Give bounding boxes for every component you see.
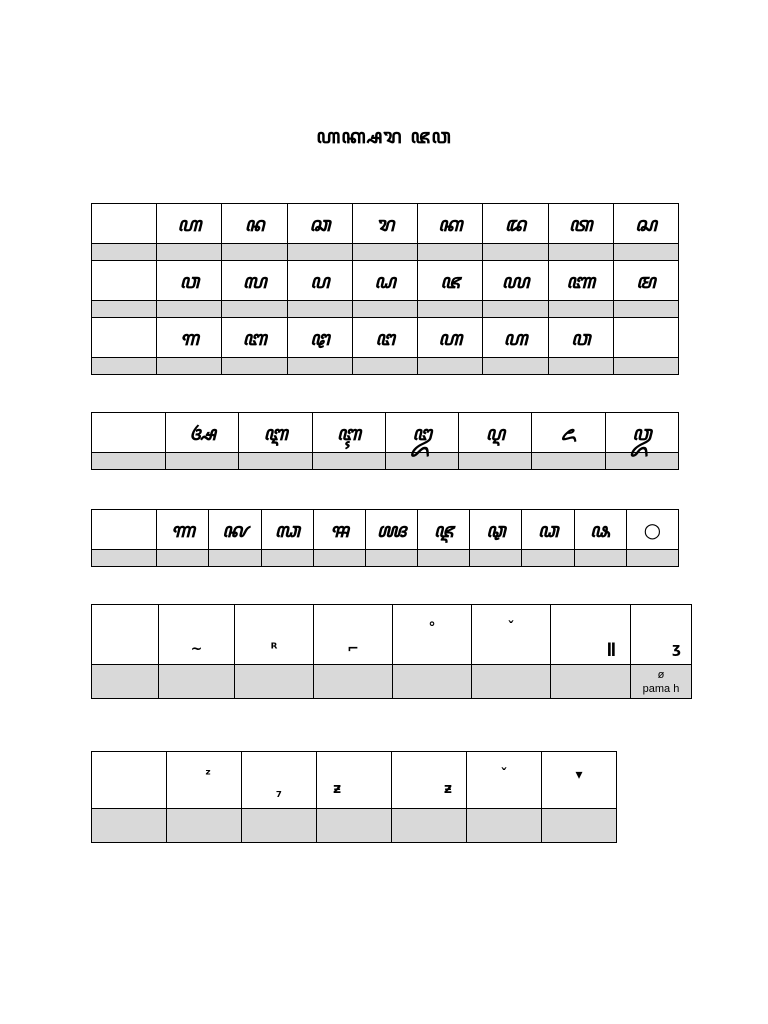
row-header <box>92 318 157 358</box>
diacritic-mark: ° <box>428 620 436 636</box>
glyph-cell: ꦣ <box>522 510 574 550</box>
romanization-row <box>92 244 679 261</box>
glyph-cell: ꦯ <box>313 510 365 550</box>
glyph-cell <box>631 605 692 665</box>
glyph-cell: ꦡ <box>470 510 522 550</box>
glyph-cell: ꦪ <box>483 261 548 301</box>
glyph-cell <box>467 752 542 809</box>
glyph-cell <box>613 318 678 358</box>
romanization-row <box>92 550 679 567</box>
glyph-cell: ꦖ <box>365 510 417 550</box>
glyph-cell: ꦧ <box>222 318 287 358</box>
glyph-cell: ꦥ <box>287 261 352 301</box>
glyph-cell: ꦢ <box>483 204 548 244</box>
glyph-cell <box>167 752 242 809</box>
glyph-cell: ○ <box>626 510 678 550</box>
glyph-cell: ꦗ <box>418 261 483 301</box>
glyph-cell: ꦇ <box>312 413 385 453</box>
row-header <box>92 413 166 453</box>
table-row <box>92 261 679 301</box>
glyph-cell: ꦑ <box>209 510 261 550</box>
glyph-cell: ꦩ <box>613 261 678 301</box>
glyph-cell <box>392 752 467 809</box>
row-header <box>92 510 157 550</box>
table-row <box>92 413 679 453</box>
glyph-cell: ꦈ <box>385 413 458 453</box>
glyph-cell: ꦏ <box>418 204 483 244</box>
glyph-cell: ꦲ <box>483 318 548 358</box>
diacritic-mark: ᴿ <box>270 641 278 657</box>
glyph-cell <box>235 605 314 665</box>
diacritic-mark: ⌐ <box>347 641 359 657</box>
glyph-cell: ꦮ <box>548 318 613 358</box>
glyph-cell: ꦭ <box>222 261 287 301</box>
glyph-cell <box>317 752 392 809</box>
consonant-table <box>91 203 679 375</box>
diacritic-mark: ₇ <box>275 785 283 801</box>
glyph-cell: ꦛ <box>287 318 352 358</box>
glyph-cell <box>542 752 617 809</box>
pama-h-label: pama h <box>642 682 680 695</box>
glyph-cell: ꦕ <box>287 204 352 244</box>
glyph-cell: ꦠ <box>548 204 613 244</box>
diacritic-mark: ᶻ <box>205 767 211 783</box>
glyph-cell: ꦄ <box>166 413 239 453</box>
table-row <box>92 510 679 550</box>
sandhangan-table <box>91 604 692 699</box>
glyph-cell <box>242 752 317 809</box>
romanization-row <box>92 665 692 699</box>
glyph-cell <box>393 605 472 665</box>
glyph-cell: ꦤ <box>222 204 287 244</box>
diacritic-mark: ˇ <box>507 620 515 636</box>
glyph-cell: ꦉ <box>459 413 532 453</box>
row-header <box>92 204 157 244</box>
table-row <box>92 318 679 358</box>
glyph-cell: ꦌ <box>532 413 605 453</box>
row-header <box>92 605 159 665</box>
glyph-cell <box>159 605 235 665</box>
glyph-cell: ꦫ <box>352 204 417 244</box>
diacritic-mark: ƶ <box>443 781 452 797</box>
diacritic-mark: ˇ <box>500 767 508 783</box>
glyph-cell <box>472 605 551 665</box>
glyph-cell <box>551 605 631 665</box>
diacritic-mark: ʒ <box>672 641 681 657</box>
row-header <box>92 752 167 809</box>
glyph-cell: ꦎ <box>605 413 678 453</box>
glyph-cell: ꦲ <box>418 318 483 358</box>
glyph-cell: ꦮ <box>157 261 222 301</box>
diacritic-mark: ▾ <box>575 767 583 783</box>
glyph-cell: ꦟ <box>157 510 209 550</box>
glyph-cell: ꦱ <box>613 204 678 244</box>
diacritic-mark: ǁ <box>606 641 616 657</box>
sandhangan-table-2 <box>91 751 617 843</box>
diacritic-mark: ƶ <box>333 781 342 797</box>
null-symbol: ø <box>657 668 665 681</box>
glyph-cell: ꦘ <box>418 510 470 550</box>
vowel-table <box>91 412 679 470</box>
glyph-cell: ꦲ <box>157 204 222 244</box>
glyph-cell: ꦝ <box>352 261 417 301</box>
pasangan-table <box>91 509 679 567</box>
glyph-cell: ꦆ <box>239 413 312 453</box>
pama-h-cell <box>631 665 692 699</box>
romanization-row <box>92 301 679 318</box>
diacritic-mark: ~ <box>190 641 203 657</box>
glyph-cell: ꦓ <box>261 510 313 550</box>
romanization-row <box>92 809 617 843</box>
page-title: ꦲꦏ꧀ꦱꦫ ꦗꦮ <box>316 124 452 148</box>
table-row <box>92 752 617 809</box>
glyph-cell: ꦒ <box>157 318 222 358</box>
glyph-cell: ꦦ <box>574 510 626 550</box>
glyph-cell <box>314 605 393 665</box>
glyph-cell: ꦚ <box>548 261 613 301</box>
glyph-cell: ꦔ <box>352 318 417 358</box>
table-row <box>92 204 679 244</box>
romanization-row <box>92 453 679 470</box>
romanization-row <box>92 358 679 375</box>
row-header <box>92 261 157 301</box>
table-row <box>92 605 692 665</box>
